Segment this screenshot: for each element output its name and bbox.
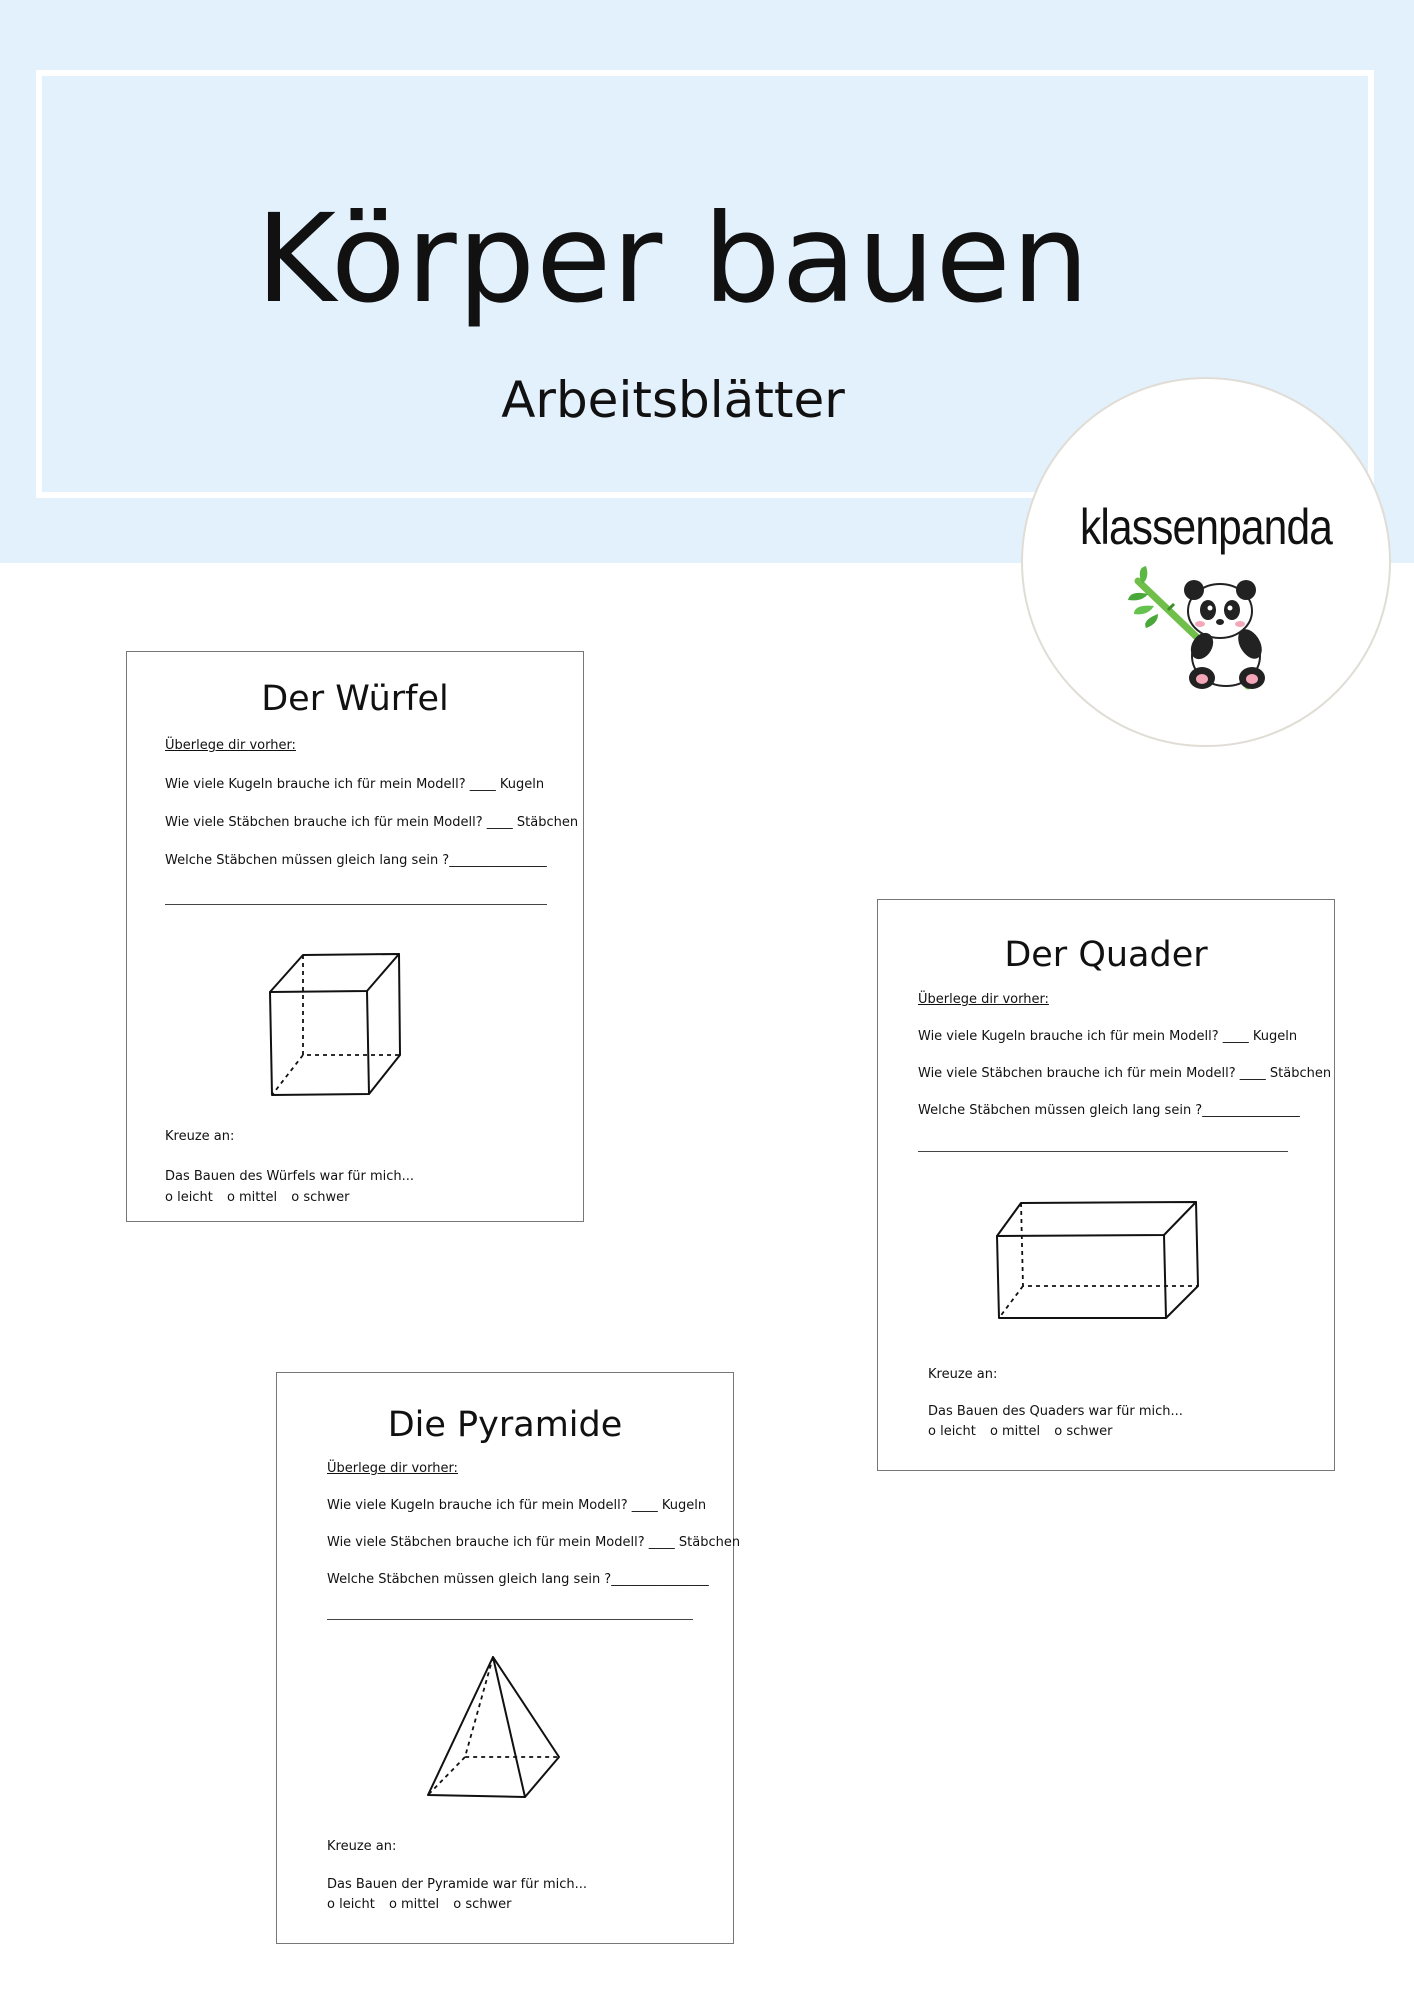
question-equal-sticks: Welche Stäbchen müssen gleich lang sein ?_______________	[918, 1103, 1300, 1118]
option-easy[interactable]: o leicht	[165, 1190, 213, 1205]
pyramid-icon	[425, 1653, 563, 1799]
sheet-title: Der Würfel	[261, 679, 449, 719]
option-easy[interactable]: o leicht	[327, 1897, 375, 1912]
option-hard[interactable]: o schwer	[1054, 1424, 1113, 1439]
rating-prompt: Kreuze an:	[928, 1367, 998, 1382]
rating-options	[165, 1191, 359, 1204]
sheet-title: Der Quader	[1004, 935, 1208, 975]
rating-text: Das Bauen des Würfels war für mich...	[165, 1169, 415, 1184]
rating-options	[327, 1898, 521, 1911]
sheet-title: Die Pyramide	[387, 1405, 623, 1445]
question-spheres: Wie viele Kugeln brauche ich für mein Modell? ____ Kugeln	[918, 1029, 1298, 1044]
worksheet-cuboid	[877, 899, 1335, 1471]
answer-line	[918, 1151, 1288, 1152]
question-equal-sticks: Welche Stäbchen müssen gleich lang sein ?_______________	[327, 1572, 709, 1587]
answer-line	[165, 904, 547, 905]
rating-prompt: Kreuze an:	[327, 1839, 397, 1854]
option-hard[interactable]: o schwer	[453, 1897, 512, 1912]
panda-with-bamboo-icon	[1128, 566, 1288, 696]
option-hard[interactable]: o schwer	[291, 1190, 350, 1205]
question-sticks: Wie viele Stäbchen brauche ich für mein Modell? ____ Stäbchen	[918, 1066, 1332, 1081]
answer-line	[327, 1619, 693, 1620]
cuboid-icon	[994, 1200, 1200, 1322]
rating-text: Das Bauen der Pyramide war für mich...	[327, 1877, 588, 1892]
worksheet-pyramid	[276, 1372, 741, 1944]
rating-options	[928, 1425, 1122, 1438]
question-spheres: Wie viele Kugeln brauche ich für mein Modell? ____ Kugeln	[327, 1498, 707, 1513]
question-sticks: Wie viele Stäbchen brauche ich für mein Modell? ____ Stäbchen	[165, 815, 579, 830]
page-subtitle: Arbeitsblätter	[501, 371, 845, 429]
option-easy[interactable]: o leicht	[928, 1424, 976, 1439]
rating-prompt: Kreuze an:	[165, 1129, 235, 1144]
question-equal-sticks: Welche Stäbchen müssen gleich lang sein ?_______________	[165, 853, 547, 868]
rating-text: Das Bauen des Quaders war für mich...	[928, 1404, 1183, 1419]
question-sticks: Wie viele Stäbchen brauche ich für mein Modell? ____ Stäbchen	[327, 1535, 741, 1550]
option-medium[interactable]: o mittel	[388, 1897, 440, 1912]
option-medium[interactable]: o mittel	[226, 1190, 278, 1205]
brand-name: klassenpanda	[1079, 499, 1333, 555]
page-title: Körper bauen	[255, 188, 1091, 330]
worksheet-cube	[126, 651, 584, 1222]
sheet-prompt: Überlege dir vorher:	[327, 1461, 458, 1476]
cube-icon	[267, 950, 417, 1098]
sheet-prompt: Überlege dir vorher:	[918, 992, 1049, 1007]
sheet-prompt: Überlege dir vorher:	[165, 738, 296, 753]
question-spheres: Wie viele Kugeln brauche ich für mein Modell? ____ Kugeln	[165, 777, 545, 792]
brand-badge	[1021, 377, 1391, 747]
option-medium[interactable]: o mittel	[989, 1424, 1041, 1439]
